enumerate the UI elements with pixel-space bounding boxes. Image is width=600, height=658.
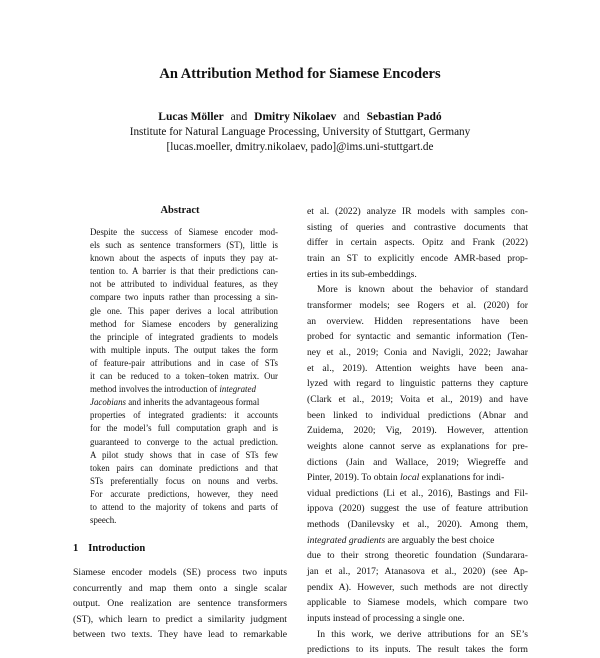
body-line: dictions (Jain and Wallace, 2019; Wiegreffe and xyxy=(307,456,528,468)
abstract-line: of feature-pair attributions and in case of STs xyxy=(90,357,278,368)
abstract-line: for the model’s full computation graph and is xyxy=(90,423,278,434)
body-line: been linked to individual predictions (Abnar and xyxy=(307,409,528,421)
abstract-line: known about the aspects of inputs they pay at- xyxy=(90,253,278,264)
body-line: an overview. Hidden representations have been xyxy=(307,315,528,327)
body-line: et al., 2019). Attention weights have been ana- xyxy=(307,362,528,374)
body-line: sisting of queries and contrastive documents that xyxy=(307,221,528,233)
author-emails: [lucas.moeller, dmitry.nikolaev, pado]@ims.uni-stuttgart.de xyxy=(166,141,434,153)
body-line: vidual predictions (Li et al., 2016), Bastings and Fil- xyxy=(307,487,528,499)
abstract-line: with multiple inputs. The output takes the form xyxy=(90,344,278,355)
abstract-line: not be attributed to individual features, as they xyxy=(90,279,278,290)
abstract-line xyxy=(90,396,278,409)
body-line: methods (Danilevsky et al., 2020). Among them, xyxy=(307,519,528,531)
body-line: (Clark et al., 2019; Voita et al., 2019) and have xyxy=(307,393,528,405)
body-line: Siamese encoder models (SE) process two inputs xyxy=(73,567,287,578)
abstract-line: gle one. This paper derives a local attribution xyxy=(90,305,278,316)
abstract-line: to attend to the majority of tokens and parts of xyxy=(90,501,278,512)
body-line-text: explanations for indi- xyxy=(421,472,505,484)
abstract-line: els such as sentence transformers (ST), little is xyxy=(90,240,278,251)
body-line: due to their strong theoretic foundation (Sundarara- xyxy=(307,550,528,562)
abstract-line: compare two inputs rather than processing a sin- xyxy=(90,292,278,303)
emphasis-term: local xyxy=(400,472,420,484)
abstract-line: A pilot study shows that in case of STs few xyxy=(90,449,278,460)
introduction-text xyxy=(73,565,287,643)
emphasis-term: Jacobians xyxy=(90,397,126,408)
abstract-line: the principle of integrated gradients to models xyxy=(90,331,278,342)
abstract-line: Despite the success of Siamese encoder mod- xyxy=(90,227,278,237)
section-number: 1 xyxy=(73,543,79,554)
author-separator: and xyxy=(343,111,360,123)
author-name: Sebastian Padó xyxy=(366,111,442,123)
abstract-line: tention to. A barrier is that their predictions can- xyxy=(90,266,278,277)
author-separator: and xyxy=(230,111,248,123)
section-heading xyxy=(73,543,145,554)
abstract-line-text: method involves the introduction of xyxy=(90,384,218,395)
body-line: predictions to its inputs. The result takes the form xyxy=(307,644,528,656)
body-line: jan et al., 2017; Atanasova et al., 2020) (see Ap- xyxy=(307,566,528,578)
body-line: between two texts. They have lead to remarkable xyxy=(73,629,287,641)
abstract-line: speech. xyxy=(90,515,117,526)
abstract-line: guaranteed to converge to the actual prediction. xyxy=(90,436,278,447)
body-line: et al. (2022) analyze IR models with samples con- xyxy=(307,206,528,217)
body-line: Zuidema, 2020; Vig, 2019). However, attention xyxy=(307,425,528,437)
body-line: In this work, we derive attributions for an SE’s xyxy=(317,628,528,640)
body-line: erties in its sub-embeddings. xyxy=(307,268,417,280)
abstract-line: token pairs can dominate predictions and that xyxy=(90,462,278,473)
body-line: applicable to Siamese models, which compare two xyxy=(307,597,528,609)
body-line: output. One realization are sentence transformers xyxy=(73,598,287,610)
author-name: Dmitry Nikolaev xyxy=(254,111,337,123)
abstract-line: STs preferentially focus on nouns and verbs. xyxy=(90,475,278,486)
body-line-text: Pinter, 2019). To obtain xyxy=(307,472,398,484)
author-names xyxy=(0,110,600,125)
body-line: pendix A). However, such methods are not directly xyxy=(307,581,528,593)
body-line: train an ST to explicitly encode AMR-based prop- xyxy=(307,252,528,264)
body-line: weights alone cannot serve as explanations for pre- xyxy=(307,440,528,452)
abstract-line: For accurate predictions, however, they need xyxy=(90,488,278,499)
abstract-line-text: and inherits the advantageous formal xyxy=(128,397,260,408)
body-line xyxy=(307,533,528,549)
abstract-heading: Abstract xyxy=(160,205,200,216)
abstract-line: method for Siamese encoders by generalizing xyxy=(90,318,278,329)
body-line: lyzed with regard to linguistic patterns they capture xyxy=(307,378,528,390)
abstract-line: it can be reduced to a token–token matrix. Our xyxy=(90,371,278,382)
body-line-text: are arguably the best choice xyxy=(387,534,495,546)
body-line: concurrently and map them onto a single scalar xyxy=(73,582,287,594)
body-line: probed for syntactic and semantic information (Ten- xyxy=(307,331,528,343)
abstract-text xyxy=(90,226,278,527)
paper-title: An Attribution Method for Siamese Encoders xyxy=(159,66,441,82)
body-line: ney et al., 2019; Conia and Navigli, 2022; Jawahar xyxy=(307,346,528,358)
body-line: transformer models; see Rogers et al. (2020) for xyxy=(307,299,528,311)
emphasis-term: integrated xyxy=(219,384,256,395)
emphasis-term: integrated gradients xyxy=(307,534,386,546)
section-title: Introduction xyxy=(88,543,146,554)
abstract-line xyxy=(90,383,278,396)
affiliation: Institute for Natural Language Processing, University of Stuttgart, Germany xyxy=(129,126,471,138)
body-line: inputs instead of processing a single one. xyxy=(307,613,465,625)
author-block xyxy=(0,110,600,155)
author-name: Lucas Möller xyxy=(158,111,224,123)
body-line: ippova (2020) suggest the use of feature attribution xyxy=(307,503,528,515)
body-line: More is known about the behavior of standard xyxy=(317,284,528,296)
abstract-line: properties of integrated gradients: it accounts xyxy=(90,410,278,421)
body-line: differ in certain aspects. Opitz and Frank (2022) xyxy=(307,237,528,249)
right-column-text xyxy=(307,204,528,658)
body-line: (ST), which learn to predict a similarity judgment xyxy=(73,613,287,625)
body-line xyxy=(307,470,528,486)
